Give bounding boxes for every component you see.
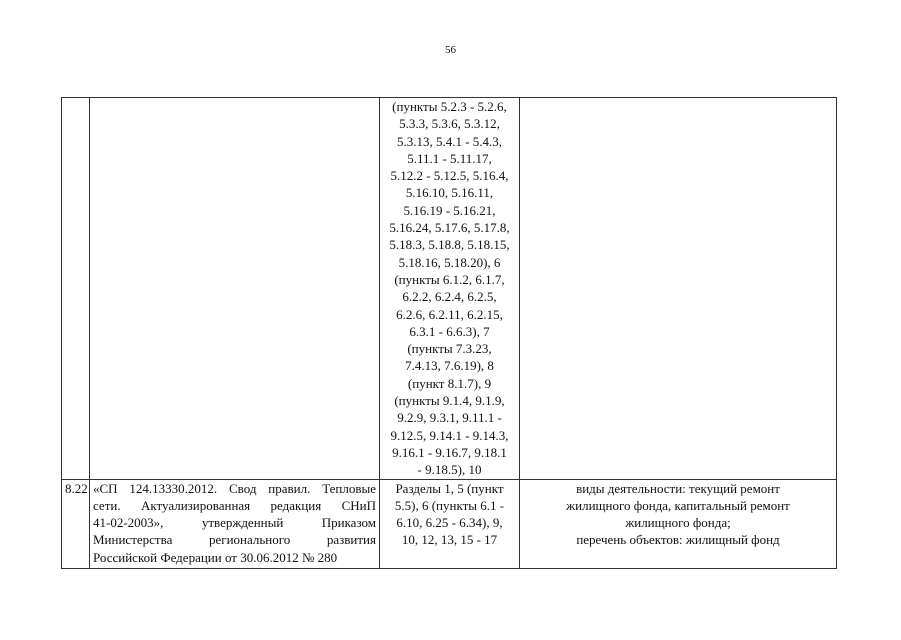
sections-line: 9.2.9, 9.3.1, 9.11.1 - — [397, 410, 502, 426]
table-row — [62, 98, 837, 480]
sections-line: 6.2.6, 6.2.11, 6.2.15, — [396, 306, 503, 322]
sections-line: Разделы 1, 5 (пункт — [395, 480, 504, 496]
sections-line: 6.2.2, 6.2.4, 6.2.5, — [402, 289, 497, 305]
sections-line: 5.18.16, 5.18.20), 6 — [398, 254, 501, 270]
sections-line: 5.16.24, 5.17.6, 5.17.8, — [389, 220, 510, 236]
scope-line: жилищного фонда, капитальный ремонт — [566, 497, 790, 513]
row-number-cell: 8.22 — [62, 479, 90, 568]
sections-line: 5.5), 6 (пункты 6.1 - — [394, 497, 505, 513]
document-line: Министерства регионального развития — [93, 532, 376, 548]
sections-line: - 9.18.5), 10 — [417, 462, 482, 478]
sections-line: 6.10, 6.25 - 6.34), 9, — [396, 515, 503, 531]
sections-line: (пункты 7.3.23, — [407, 341, 492, 357]
sections-line: 9.16.1 - 9.16.7, 9.18.1 — [392, 444, 507, 460]
scope-line: перечень объектов: жилищный фонд — [576, 532, 780, 548]
sections-line: 9.12.5, 9.14.1 - 9.14.3, — [390, 427, 509, 443]
sections-line: (пункты 9.1.4, 9.1.9, — [394, 393, 505, 409]
sections-line: (пункты 5.2.3 - 5.2.6, — [392, 99, 507, 114]
table-row — [62, 479, 837, 568]
sections-line: 5.16.19 - 5.16.21, — [403, 202, 496, 218]
sections-line: 5.12.2 - 5.12.5, 5.16.4, — [390, 168, 509, 184]
document-cell — [90, 479, 380, 568]
sections-cell — [380, 479, 520, 568]
sections-line: 7.4.13, 7.6.19), 8 — [405, 358, 494, 374]
document-cell — [90, 98, 380, 480]
scope-cell — [520, 98, 837, 480]
sections-line: (пункты 6.1.2, 6.1.7, — [394, 271, 505, 287]
sections-line: 5.11.1 - 5.11.17, — [407, 150, 492, 166]
row-number-cell — [62, 98, 90, 480]
scope-line: жилищного фонда; — [625, 515, 731, 531]
sections-line: 10, 12, 13, 15 - 17 — [401, 532, 498, 548]
sections-line: 6.3.1 - 6.6.3), 7 — [409, 323, 490, 339]
sections-line: (пункт 8.1.7), 9 — [407, 375, 492, 391]
page-number: 56 — [445, 44, 456, 56]
sections-line: 5.18.3, 5.18.8, 5.18.15, — [389, 237, 510, 253]
sections-line: 5.3.3, 5.3.6, 5.3.12, — [399, 116, 500, 132]
scope-line: виды деятельности: текущий ремонт — [576, 480, 780, 496]
document-line: «СП 124.13330.2012. Свод правил. Тепловые — [93, 480, 376, 496]
document-line: сети. Актуализированная редакция СНиП — [93, 497, 376, 513]
sections-line: 5.16.10, 5.16.11, — [405, 185, 494, 201]
sections-line: 5.3.13, 5.4.1 - 5.4.3, — [396, 133, 503, 149]
document-line: 41-02-2003», утвержденный Приказом — [93, 515, 376, 531]
document-line: Российской Федерации от 30.06.2012 № 280 — [93, 549, 338, 565]
regulations-table — [61, 97, 837, 569]
sections-cell — [380, 98, 520, 480]
scope-cell — [520, 479, 837, 568]
